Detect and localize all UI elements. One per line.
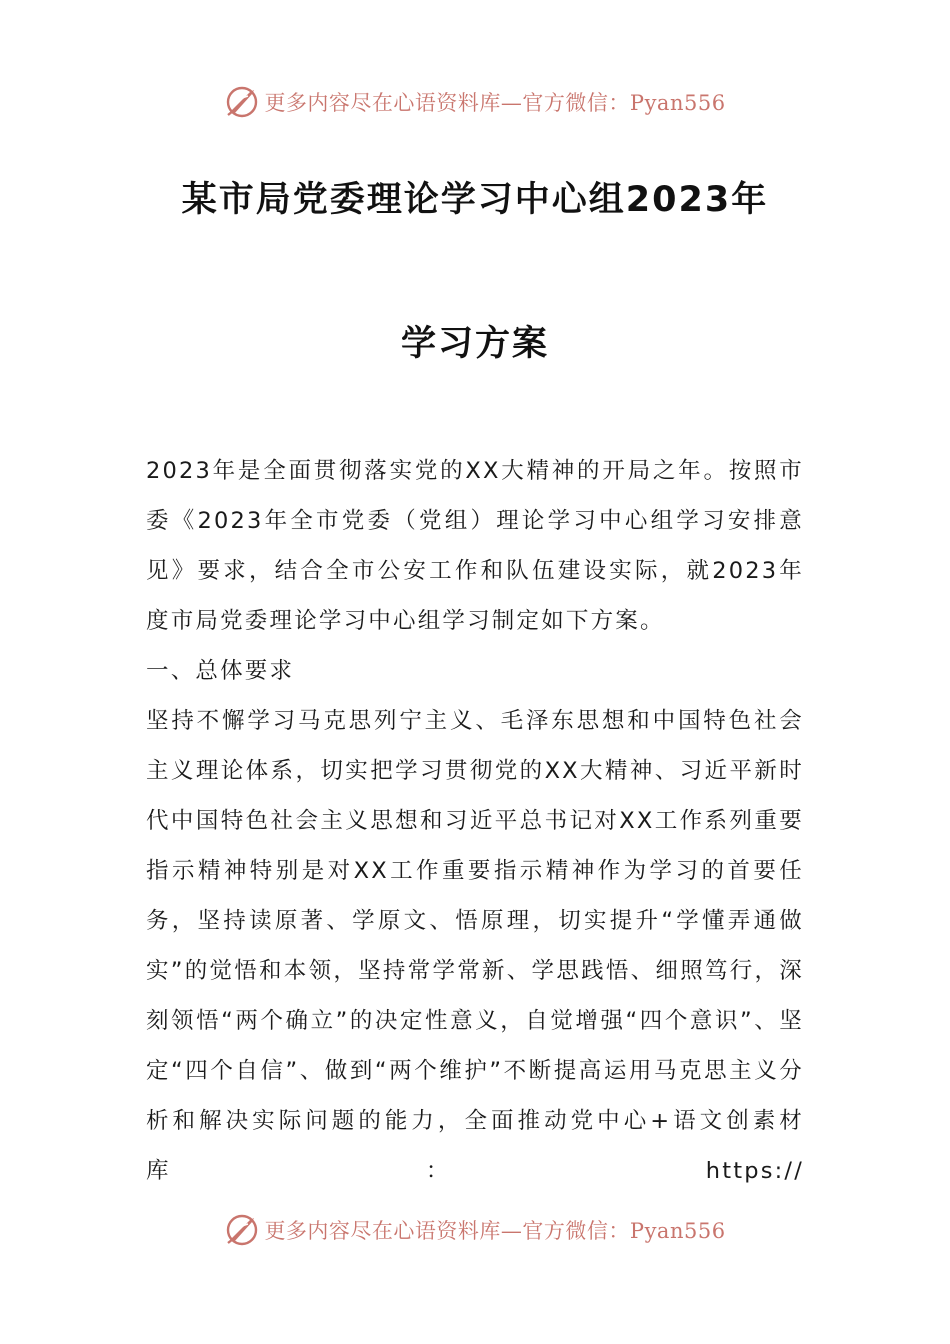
watermark-text: 更多内容尽在心语资料库—官方微信：Pyan556	[264, 91, 726, 115]
intro-paragraph: 2023年是全面贯彻落实党的XX大精神的开局之年。按照市委《2023年全市党委（党组）理论学习中心组学习安排意见》要求，结合全市公安工作和队伍建设实际，就2023年度市局党委理论学习中心组学习制定如下方案。	[146, 458, 804, 634]
section-paragraph: 坚持不懈学习马克思列宁主义、毛泽东思想和中国特色社会主义理论体系，切实把学习贯彻党的XX大精神、习近平新时代中国特色社会主义思想和习近平总书记对XX工作系列重要指示精神特别是对XX工作重要指示精神作为学习的首要任务，坚持读原著、学原文、悟原理，切实提升“学懂弄通做实”的觉悟和本领，坚持常学常新、学思践悟、细照笃行，深刻领悟“两个确立”的决定性意义，自觉增强“四个意识”、坚定“四个自信”、做到“两个维护”不断提高运用马克思主义分析和解决实际问题的能力，全面推动党中心+语文创素材库：https://	[146, 708, 804, 1184]
quill-logo-icon	[224, 84, 260, 120]
quill-logo-icon	[224, 1212, 260, 1248]
document-body	[146, 446, 804, 1196]
watermark-text: 更多内容尽在心语资料库—官方微信：Pyan556	[264, 1219, 726, 1243]
watermark-footer	[0, 1210, 950, 1250]
document-title-line2: 学习方案	[400, 324, 549, 364]
watermark-header	[0, 82, 950, 122]
section-heading: 一、总体要求	[146, 658, 295, 684]
document-title-line1: 某市局党委理论学习中心组2023年	[181, 180, 769, 220]
